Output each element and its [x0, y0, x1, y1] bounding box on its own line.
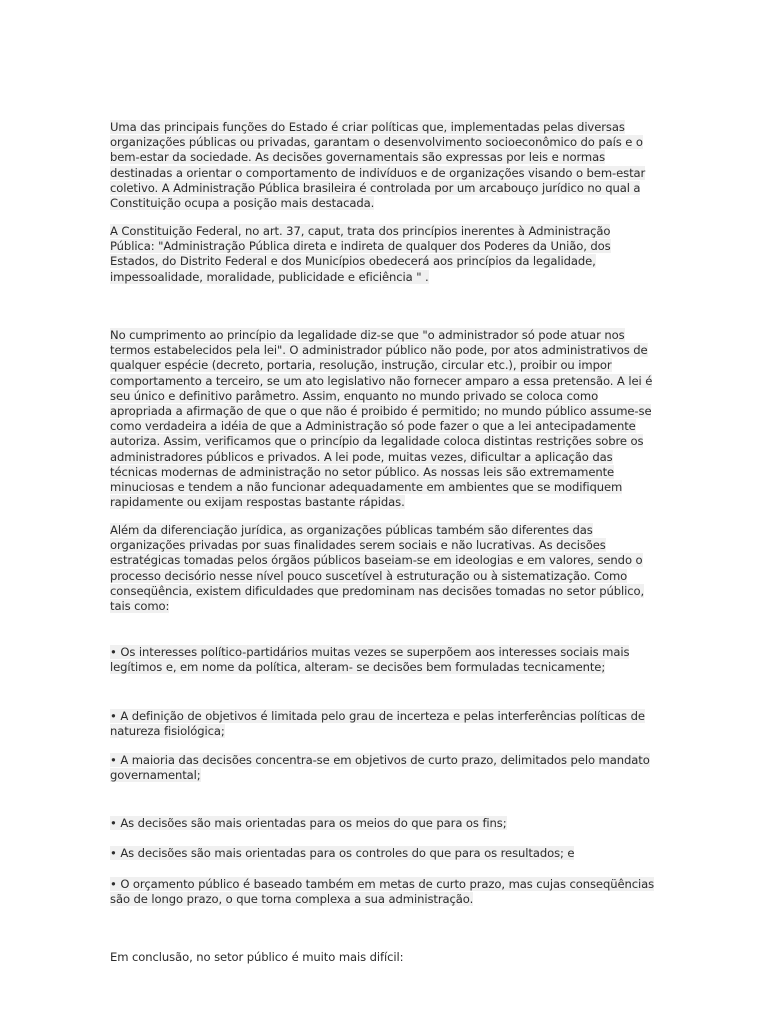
bullet-text: • A maioria das decisões concentra-se em objetivos de curto prazo, delimitados pelo mandato governamental;: [110, 753, 650, 783]
paragraph-conclusion: [110, 950, 658, 965]
paragraph-constitution: [110, 224, 658, 285]
paragraph-legality: [110, 328, 658, 510]
bullet-item: [110, 877, 658, 907]
paragraph-state-functions: [110, 120, 658, 211]
paragraph-differences: [110, 523, 658, 614]
conclusion-text: Em conclusão, no setor público é muito mais difícil:: [110, 950, 404, 964]
bullet-text: • Os interesses político-partidários muitas vezes se superpõem aos interesses sociais mais legítimos e, em nome da política, alteram- se decisões bem formuladas tecnicamente;: [110, 645, 630, 675]
bullet-item: [110, 846, 658, 861]
bullet-item: [110, 753, 658, 783]
bullet-item: [110, 709, 658, 739]
bullet-text: • A definição de objetivos é limitada pelo grau de incerteza e pelas interferências políticas de natureza fisiológica;: [110, 709, 645, 739]
bullet-text: • As decisões são mais orientadas para os meios do que para os fins;: [110, 816, 507, 830]
bullet-item: [110, 645, 658, 675]
paragraph-text: No cumprimento ao princípio da legalidade diz-se que "o administrador só pode atuar nos termos estabelecidos pela lei". O administrador público não pode, por atos administrativos de qualquer espécie (decreto, portaria, resolução, instrução, circular etc.), proibir ou impor comportamento a terceiro, se um ato legislativo não fornecer amparo a essa pretensão. A lei é seu único e definitivo parâmetro. Assim, enquanto no mundo privado se coloca como apropriada a afirmação de que o que não é proibido é permitido; no mundo público assume-se como verdadeira a idéia de que a Administração só pode fazer o que a lei antecipadamente autoriza. Assim, verificamos que o princípio da legalidade coloca distintas restrições sobre os administradores públicos e privados. A lei pode, muitas vezes, dificultar a aplicação das técnicas modernas de administração no setor público. As nossas leis são extremamente minuciosas e tendem a não funcionar adequadamente em ambientes que se modifiquem rapidamente ou exijam respostas bastante rápidas.: [110, 328, 653, 510]
paragraph-text: Além da diferenciação jurídica, as organizações públicas também são diferentes das organizações privadas por suas finalidades serem sociais e não lucrativas. As decisões estratégicas tomadas pelos órgãos públicos baseiam-se em ideologias e em valores, sendo o processo decisório nesse nível pouco suscetível à estruturação ou à sistematização. Como conseqüência, existem dificuldades que predominam nas decisões tomadas no setor público, tais como:: [110, 523, 645, 614]
bullet-item: [110, 816, 658, 831]
bullet-text: • As decisões são mais orientadas para os controles do que para os resultados; e: [110, 846, 575, 860]
bullet-text: • O orçamento público é baseado também em metas de curto prazo, mas cujas conseqüências são de longo prazo, o que torna complexa a sua administração.: [110, 877, 655, 907]
paragraph-text: Uma das principais funções do Estado é criar políticas que, implementadas pelas diversas organizações públicas ou privadas, garantam o desenvolvimento socioeconômico do país e o bem-estar da sociedade. As decisões governamentais são expressas por leis e normas destinadas a orientar o comportamento de indivíduos e de organizações visando o bem-estar coletivo. A Administração Pública brasileira é controlada por um arcabouço jurídico no qual a Constituição ocupa a posição mais destacada.: [110, 120, 646, 211]
paragraph-text: A Constituição Federal, no art. 37, caput, trata dos princípios inerentes à Administração Pública: "Administração Pública direta e indireta de qualquer dos Poderes da União, dos Estados, do Distrito Federal e dos Municípios obedecerá aos princípios da legalidade, impessoalidade, moralidade, publicidade e eficiência " .: [110, 224, 611, 284]
